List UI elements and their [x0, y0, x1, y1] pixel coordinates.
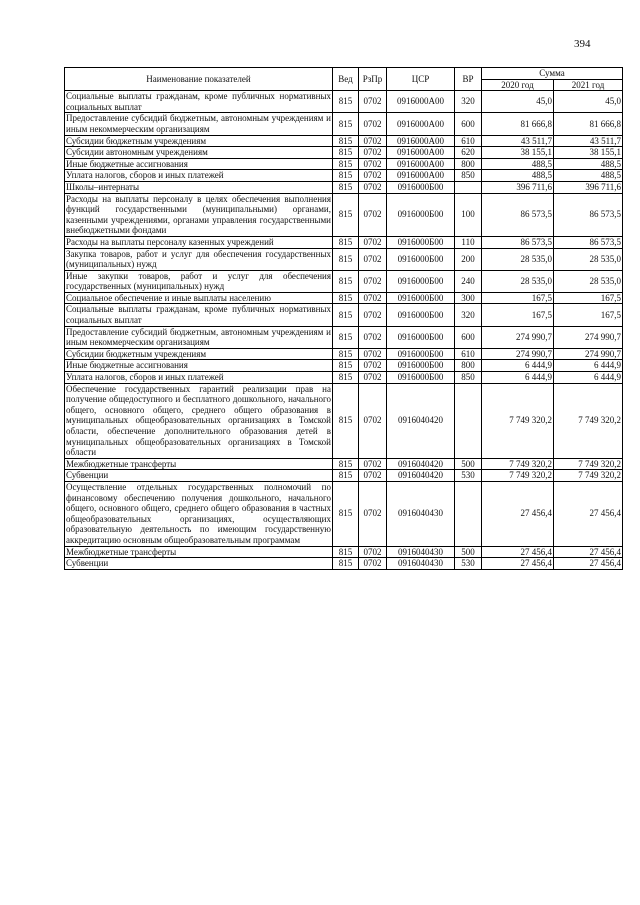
table-row [65, 546, 623, 558]
cell-rzpr: 0702 [359, 236, 387, 248]
table-row [65, 236, 623, 248]
cell-vr [455, 181, 482, 193]
cell-2020: 86 573,5 [482, 193, 554, 236]
cell-csr: 0916040430 [387, 481, 455, 546]
cell-csr: 0916040420 [387, 458, 455, 470]
cell-rzpr: 0702 [359, 181, 387, 193]
cell-rzpr: 0702 [359, 292, 387, 304]
cell-name: Предоставление субсидий бюджетным, автономным учреждениям и иным некоммерческим организациям [66, 326, 331, 348]
cell-csr: 0916000А00 [387, 147, 455, 159]
cell-2020: 28 535,0 [482, 248, 554, 270]
cell-ved: 815 [333, 135, 359, 147]
cell-rzpr: 0702 [359, 348, 387, 360]
table-row [65, 158, 623, 170]
cell-rzpr: 0702 [359, 158, 387, 170]
cell-2020: 27 456,4 [482, 558, 554, 570]
cell-csr: 0916040420 [387, 383, 455, 458]
cell-2021: 274 990,7 [554, 348, 623, 360]
cell-csr: 0916000Б00 [387, 372, 455, 384]
table-row [65, 383, 623, 458]
cell-csr: 0916000Б00 [387, 193, 455, 236]
cell-rzpr: 0702 [359, 113, 387, 135]
header-csr: ЦСР [387, 68, 455, 91]
cell-csr: 0916000Б00 [387, 270, 455, 292]
cell-2021: 86 573,5 [554, 193, 623, 236]
cell-csr: 0916040430 [387, 558, 455, 570]
cell-2020: 6 444,9 [482, 372, 554, 384]
table-row [65, 135, 623, 147]
cell-csr: 0916000Б00 [387, 348, 455, 360]
cell-ved: 815 [333, 383, 359, 458]
cell-csr: 0916000А00 [387, 170, 455, 182]
cell-name: Уплата налогов, сборов и иных платежей [65, 170, 333, 182]
cell-vr: 800 [455, 360, 482, 372]
cell-rzpr: 0702 [359, 170, 387, 182]
table-row [65, 91, 623, 113]
cell-rzpr: 0702 [359, 326, 387, 348]
cell-vr [455, 481, 482, 546]
cell-2020: 488,5 [482, 170, 554, 182]
cell-name: Школы–интернаты [65, 181, 333, 193]
table-row [65, 558, 623, 570]
cell-name: Обеспечение государственных гарантий реализации прав на получение общедоступного и бесплатного дошкольного, начального общего, основного общего, среднего общего образования в муниципальных общеобразовательных организациях в Томской области, обеспечение дополнительного образования детей в муниципальных общеобразовательных организациях в Томской области [66, 383, 331, 458]
cell-rzpr: 0702 [359, 470, 387, 482]
cell-name: Субсидии бюджетным учреждениям [65, 135, 333, 147]
cell-csr: 0916000А00 [387, 113, 455, 135]
cell-2021: 28 535,0 [554, 270, 623, 292]
cell-2021: 167,5 [554, 304, 623, 326]
cell-ved: 815 [333, 147, 359, 159]
table-row [65, 113, 623, 135]
cell-vr: 610 [455, 135, 482, 147]
header-sum: Сумма [482, 68, 623, 80]
cell-csr: 0916000Б00 [387, 248, 455, 270]
cell-vr: 850 [455, 372, 482, 384]
cell-2021: 7 749 320,2 [554, 458, 623, 470]
cell-ved: 815 [333, 170, 359, 182]
cell-vr: 320 [455, 304, 482, 326]
cell-2021: 488,5 [554, 158, 623, 170]
cell-rzpr: 0702 [359, 481, 387, 546]
table-row [65, 170, 623, 182]
cell-vr: 320 [455, 91, 482, 113]
cell-name: Социальные выплаты гражданам, кроме публичных нормативных социальных выплат [66, 304, 331, 326]
cell-ved: 815 [333, 458, 359, 470]
cell-2020: 274 990,7 [482, 348, 554, 360]
cell-2021: 396 711,6 [554, 181, 623, 193]
table-row [65, 458, 623, 470]
cell-name: Иные закупки товаров, работ и услуг для обеспечения государственных (муниципальных) нужд [66, 270, 331, 292]
cell-2020: 45,0 [482, 91, 554, 113]
cell-rzpr: 0702 [359, 546, 387, 558]
cell-ved: 815 [333, 558, 359, 570]
cell-2021: 7 749 320,2 [554, 470, 623, 482]
cell-rzpr: 0702 [359, 147, 387, 159]
header-year-2021: 2021 год [554, 79, 623, 91]
cell-rzpr: 0702 [359, 360, 387, 372]
budget-table [64, 67, 623, 570]
table-row [65, 326, 623, 348]
table-row [65, 481, 623, 546]
cell-2020: 27 456,4 [482, 546, 554, 558]
cell-vr: 500 [455, 458, 482, 470]
cell-ved: 815 [333, 270, 359, 292]
cell-vr: 500 [455, 546, 482, 558]
cell-rzpr: 0702 [359, 558, 387, 570]
table-body [65, 91, 623, 570]
cell-csr: 0916040420 [387, 470, 455, 482]
cell-name: Расходы на выплаты персоналу в целях обеспечения выполнения функций государственными (муниципальными) органами, казенными учреждениями, органами управления государственными внебюджетными фондами [66, 193, 331, 236]
cell-vr: 530 [455, 558, 482, 570]
cell-rzpr: 0702 [359, 270, 387, 292]
header-year-2020: 2020 год [482, 79, 554, 91]
cell-rzpr: 0702 [359, 458, 387, 470]
cell-2021: 6 444,9 [554, 372, 623, 384]
cell-2021: 27 456,4 [554, 546, 623, 558]
cell-vr: 620 [455, 147, 482, 159]
cell-vr: 600 [455, 113, 482, 135]
cell-ved: 815 [333, 236, 359, 248]
cell-rzpr: 0702 [359, 248, 387, 270]
cell-csr: 0916040430 [387, 546, 455, 558]
cell-ved: 815 [333, 193, 359, 236]
cell-2021: 45,0 [554, 91, 623, 113]
cell-2021: 6 444,9 [554, 360, 623, 372]
cell-rzpr: 0702 [359, 91, 387, 113]
cell-csr: 0916000А00 [387, 158, 455, 170]
cell-name: Предоставление субсидий бюджетным, автономным учреждениям и иным некоммерческим организациям [66, 113, 331, 134]
cell-ved: 815 [333, 481, 359, 546]
cell-2020: 6 444,9 [482, 360, 554, 372]
cell-ved: 815 [333, 113, 359, 135]
cell-name: Межбюджетные трансферты [65, 458, 333, 470]
cell-csr: 0916000А00 [387, 91, 455, 113]
cell-csr: 0916000Б00 [387, 292, 455, 304]
cell-vr: 200 [455, 248, 482, 270]
cell-name: Расходы на выплаты персоналу казенных учреждений [65, 236, 333, 248]
cell-2021: 27 456,4 [554, 558, 623, 570]
cell-2021: 28 535,0 [554, 248, 623, 270]
cell-ved: 815 [333, 292, 359, 304]
cell-rzpr: 0702 [359, 372, 387, 384]
cell-name: Закупка товаров, работ и услуг для обеспечения государственных (муниципальных) нужд [66, 248, 331, 270]
table-row [65, 360, 623, 372]
cell-name: Межбюджетные трансферты [65, 546, 333, 558]
cell-2020: 7 749 320,2 [482, 470, 554, 482]
cell-ved: 815 [333, 348, 359, 360]
header-name: Наименование показателей [65, 68, 333, 91]
cell-name: Иные бюджетные ассигнования [65, 360, 333, 372]
cell-2020: 38 155,1 [482, 147, 554, 159]
cell-2020: 7 749 320,2 [482, 383, 554, 458]
cell-2020: 81 666,8 [482, 113, 554, 135]
cell-2020: 396 711,6 [482, 181, 554, 193]
cell-rzpr: 0702 [359, 135, 387, 147]
cell-ved: 815 [333, 326, 359, 348]
table-row [65, 292, 623, 304]
header-vr: ВР [455, 68, 482, 91]
cell-vr: 600 [455, 326, 482, 348]
cell-name: Субвенции [65, 558, 333, 570]
cell-2021: 86 573,5 [554, 236, 623, 248]
cell-name: Субсидии автономным учреждениям [65, 147, 333, 159]
cell-ved: 815 [333, 360, 359, 372]
table-row [65, 372, 623, 384]
cell-ved: 815 [333, 181, 359, 193]
cell-ved: 815 [333, 91, 359, 113]
cell-vr: 300 [455, 292, 482, 304]
cell-name: Социальное обеспечение и иные выплаты населению [65, 292, 333, 304]
cell-2020: 167,5 [482, 304, 554, 326]
cell-rzpr: 0702 [359, 304, 387, 326]
cell-ved: 815 [333, 248, 359, 270]
cell-vr: 800 [455, 158, 482, 170]
cell-name: Осуществление отдельных государственных полномочий по финансовому обеспечению получения дошкольного, начального общего, основного общего, среднего общего образования в частных общеобразовательных организациях, осуществляющих образовательную деятельность по имеющим государственную аккредитацию основным общеобразовательным программам [66, 481, 331, 545]
cell-rzpr: 0702 [359, 383, 387, 458]
cell-csr: 0916000Б00 [387, 360, 455, 372]
table-row [65, 470, 623, 482]
cell-2021: 38 155,1 [554, 147, 623, 159]
cell-ved: 815 [333, 372, 359, 384]
cell-vr: 610 [455, 348, 482, 360]
cell-2021: 81 666,8 [554, 113, 623, 135]
cell-2021: 27 456,4 [554, 481, 623, 546]
table-row [65, 181, 623, 193]
cell-vr: 100 [455, 193, 482, 236]
cell-2021: 43 511,7 [554, 135, 623, 147]
cell-2020: 7 749 320,2 [482, 458, 554, 470]
cell-vr: 240 [455, 270, 482, 292]
table-row [65, 147, 623, 159]
cell-csr: 0916000Б00 [387, 236, 455, 248]
cell-name: Иные бюджетные ассигнования [65, 158, 333, 170]
cell-csr: 0916000Б00 [387, 304, 455, 326]
cell-name: Социальные выплаты гражданам, кроме публичных нормативных социальных выплат [66, 91, 331, 112]
cell-csr: 0916000А00 [387, 135, 455, 147]
table-row [65, 248, 623, 270]
cell-2020: 86 573,5 [482, 236, 554, 248]
cell-ved: 815 [333, 304, 359, 326]
cell-ved: 815 [333, 546, 359, 558]
cell-name: Уплата налогов, сборов и иных платежей [65, 372, 333, 384]
cell-name: Субвенции [65, 470, 333, 482]
cell-vr [455, 383, 482, 458]
cell-2021: 274 990,7 [554, 326, 623, 348]
header-ved: Вед [333, 68, 359, 91]
table-header [65, 68, 623, 91]
cell-vr: 530 [455, 470, 482, 482]
cell-name: Субсидии бюджетным учреждениям [65, 348, 333, 360]
cell-vr: 110 [455, 236, 482, 248]
cell-csr: 0916000Б00 [387, 326, 455, 348]
table-row [65, 348, 623, 360]
cell-2021: 488,5 [554, 170, 623, 182]
cell-2020: 167,5 [482, 292, 554, 304]
cell-ved: 815 [333, 158, 359, 170]
table-row [65, 193, 623, 236]
cell-csr: 0916000Б00 [387, 181, 455, 193]
cell-vr: 850 [455, 170, 482, 182]
table-row [65, 304, 623, 326]
cell-2021: 7 749 320,2 [554, 383, 623, 458]
page-number: 394 [574, 38, 591, 50]
cell-rzpr: 0702 [359, 193, 387, 236]
cell-2020: 274 990,7 [482, 326, 554, 348]
cell-ved: 815 [333, 470, 359, 482]
cell-2020: 28 535,0 [482, 270, 554, 292]
table-row [65, 270, 623, 292]
cell-2021: 167,5 [554, 292, 623, 304]
cell-2020: 27 456,4 [482, 481, 554, 546]
header-rzpr: РзПр [359, 68, 387, 91]
cell-2020: 43 511,7 [482, 135, 554, 147]
cell-2020: 488,5 [482, 158, 554, 170]
